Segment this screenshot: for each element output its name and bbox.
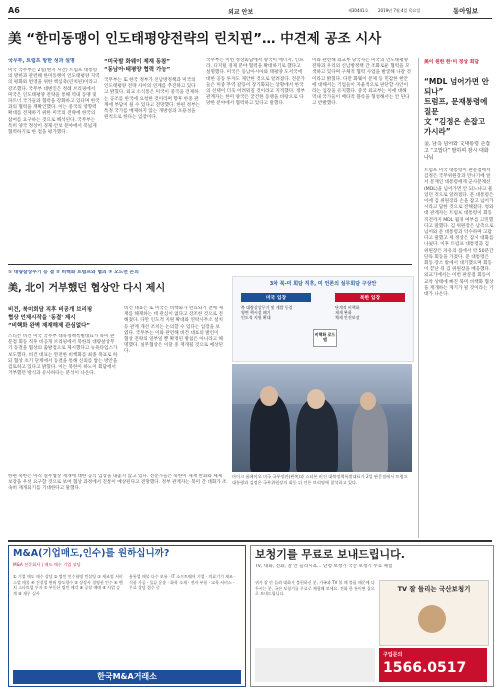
ad-left-title: M&A(기업매도,인수)를 원하십니까? (13, 548, 170, 559)
ad-left-subtitle: M&A 전문회사 | 매도·매수 기업 상담 (13, 562, 81, 567)
second-sub-2: 협상 언제시작을 '동결' 제시 (8, 315, 76, 321)
article-body-col3: 국무부는 이번 정상회담에서 양국이 에너지, 인프라, 디지털 경제 분야 협력을 확대하기로 했다고 설명했다. 미국은 동남아시아와 태평양 도서국에 대한 공동 투자도 제안한 것으로 알려졌다. 전문가들은 미중 무역 갈등이 장기화되는 상황에서 한국의 선택이 더욱 어려워질 것이라고 지적했다. 정부 관계자는 한미 양국은 굳건한 동맹을 바탕으로 다양한 분야에서 협력하고 있다고 말했다. (206, 58, 305, 107)
list-item: 제재 완화 (335, 310, 352, 315)
paper-name: 동아일보 (453, 7, 479, 15)
infographic-left-header: 미국 입장 (241, 293, 311, 302)
ad-right-product-box (379, 580, 489, 646)
photo-caption: 마이크 폼페이오 미국 국무장관(왼쪽)과 스티븐 비건 대북정책특별대표가 2일 판문점에서 트럼프 대통령과 김정은 국무위원장의 회동 뒤 언론 브리핑에 참석하고 있다. (232, 474, 408, 485)
second-headline: 美, 北이 거부했던 협상안 다시 제시 (8, 283, 166, 294)
infographic-right-list (335, 305, 405, 320)
infographic-title: 3차 북-미 회담 직후, 미 언론의 실무회담 구상안 (269, 281, 377, 287)
second-body-col3: 한편 북한은 아직 실무협상 재개에 대한 공식 입장을 내놓지 않고 있다. 전문가들은 북한이 제재 완화와 체제 보장을 우선 요구할 것으로 보여 협상 과정에서 진통이 예상된다고 전망했다. 정부 관계자는 북미 간 대화가 조속히 재개되기를 기대한다고 말했다. (8, 474, 227, 492)
news-photo (232, 364, 412, 472)
infographic (232, 276, 414, 362)
main-headline: 美 “한미동맹이 인도태평양전략의 린치핀”… 中견제 공조 시사 (8, 31, 382, 47)
ad-right-image (255, 648, 375, 682)
person-figure (352, 400, 388, 472)
list-item: 북 대량살상무기 및 개발 동결 (241, 305, 293, 310)
ad-right-phone: 1566.0517 (383, 660, 467, 676)
ad-right-phone-box (379, 648, 487, 682)
list-item: 체제 안전보장 (335, 315, 360, 320)
sidebar-quote-2: 트럼프, 문재통령에 질문 (424, 97, 488, 116)
issue-date: 2019년 7월 4일 목요일 (378, 8, 421, 13)
ad-left-company: 한국M&A거래소 (13, 670, 241, 684)
second-kicker: ① 대량살상무기 등 결 ② 비핵화 트럼프와 협의 ③ 오드면 논의 (8, 270, 139, 275)
byline: 국무부, 트럼프 방한 성과 설명 (8, 58, 75, 64)
page-header (8, 6, 492, 18)
subhead-2: “동남아·태평양 협력 가능” (104, 67, 171, 73)
person-figure (296, 398, 338, 472)
infographic-left-list (241, 305, 311, 320)
article-body-col1: 미국 국무부는 2일(현지 시간) 트럼프 대통령의 방한과 관련해 한미동맹이 인도태평양 지역의 평화와 번영을 위한 핵심축(린치핀)이라고 강조했다. 국무부 대변인은 정례 브리핑에서 미국은 인도태평양 전략을 통해 역내 동맹 및 파트너 국가들과 협력을 강화하고 있다며 한국과의 협력을 재확인했다. 이는 중국의 영향력 확대를 견제하기 위한 미국의 전략에 한국의 참여를 요구하는 것으로 해석된다. 국무부는 특히 양국 정상이 경제·안보 분야에서 폭넓게 협력하기로 한 점을 평가했다. (8, 68, 100, 136)
second-sub-1: 비건, 북미회담 직후 비공개 브리핑 (8, 307, 93, 313)
sidebar-quote-3: 文 “김정은 손잡고 가시라” (424, 117, 486, 136)
second-sub-3: “비핵화 완벽 제재해제 관심없다” (8, 323, 91, 329)
sidebar-quote-1: “MDL 넘어가면 안되나” (424, 77, 489, 96)
list-item: 영변 핵시설 폐기 (241, 310, 271, 315)
ad-right-phone-label: 구입문의 (383, 652, 403, 658)
page-number: A6 (8, 6, 20, 15)
list-item: 인도적 지원 확대 (241, 315, 271, 320)
infographic-center: 비핵화 로드맵 (313, 329, 337, 347)
ad-left-list-1: ① 기업 매도 매수 상담 ② 법인 인수합병 컨설팅 ③ 제조업 서비스업 매물 ④ 건설업 면허 양도양수 ⑤ 상장사 경영권 인수 ⑥ 벤처 스타트업 투자 ⑦ 부동산 법인 매각 ⑧ 공장 매매 ⑨ 사업 승계 ⑩ 재무 실사 (13, 574, 123, 596)
ad-right-subtitle: TV, 대화, 전화, 잘 안 들리시죠… 난청 보청기 국산 보청기 무료 체험 (255, 564, 393, 569)
list-item: 단계적 비핵화 (335, 305, 360, 310)
second-body-col1: 스티븐 비건 미국 국무부 대북정책특별대표가 북미 판문점 회동 직후 비공개 브리핑에서 북한의 대량살상무기 동결을 협상의 출발점으로 제시했다고 뉴욕타임스가 보도했다. 비건 대표는 완전한 비핵화를 최종 목표로 하되 협상 초기 단계에서 동결을 통해 신뢰를 쌓는 방안을 검토하고 있다고 밝혔다. 이는 북한이 하노이 회담에서 거부했던 방식과 유사하다는 분석이 나온다. (8, 334, 118, 377)
sidebar-deck: 金, 남측 넘어와 文대통령 손잡고 “고맙다” 말하며 잠시 대화 나눠 (424, 141, 491, 161)
ad-left-list-2: 유통업 매물 다수 보유 · IT 소프트웨어 기업 · 의료기기 제조 · 식품 가공 · 물류 운송 · 화학 소재 · 전자 부품 · 교육 서비스 · 무료 상담 접수 중 (129, 574, 236, 591)
article-body-col2: “미국발 화웨이 제재 동참” “동남아·태평양 협력 가능” 국무부는 또 한국 정부가 신남방정책과 미국의 인도태평양 전략 사이의 연계를 추진하고 있다고 밝혔다. 외교 소식통은 미국이 중국을 견제하는 공조를 한국에 요청한 것이라며 향후 한중 관계에 부담이 될 수 있다고 전망했다. 한편 정부는 특정 국가를 배제하지 않는 개방성과 포용성을 원칙으로 한다는 입장이다. (104, 59, 200, 121)
sidebar-title: 美이 원한 한·미 정상 회담 (424, 60, 480, 65)
infographic-right-header: 북한 입장 (335, 293, 405, 302)
subhead-1: “미국발 화웨이 제재 동참” (104, 59, 171, 65)
ad-right-body: 귀가 잘 안 들려 대화가 불편하신 분, 가족과 TV 볼 때 볼륨 때문에 다투시는 분, 국산 보청기를 무료로 체험해 보세요. 전화 한 통이면 집으로 보내드립니다. (255, 580, 375, 597)
article-body-col4: 이와 관련해 외교부 당국자는 미국의 인도태평양 전략과 우리의 신남방정책 간 조화로운 협력을 모색하고 있다며 구체적 협력 사업을 발굴해 나갈 것이라고 밝혔다. 다만 화웨이 문제 등 민감한 현안에 대해서는 기업들이 자율적으로 판단할 사안이라는 입장을 유지했다. 중국 외교부는 이에 대해 역내 국가들이 배타적 블록을 형성해서는 안 된다고 반발했다. (312, 58, 411, 107)
issue-number: 제30441호 (348, 8, 369, 13)
second-sub (8, 306, 118, 330)
ad-right-title: 보청기를 무료로 보내드립니다. (255, 548, 405, 561)
sidebar-story: 美이 원한 한·미 정상 회담 “MDL 넘어가면 안되나” 트럼프, 문재통령에 질문 文 “김정은 손잡고 가시라” 金, 남측 넘어와 文대통령 손잡고 “고맙다” 말하며 잠시 대화 나눠 트럼프 미국 대통령이 판문점에서 김정은 국무위원장과 만나기에 앞서 문재인 대통령에게 군사분계선(MDL)을 넘어가면 안 되느냐고 물었던 것으로 알려졌다. 문 대통령은 이에 김 위원장과 손을 잡고 넘어가시라고 답한 것으로 전해졌다. 청와대 관계자는 트럼프 대통령이 회동 직전까지 MDL 월경 여부를 고민했다고 말했다. 김 위원장은 남측으로 넘어와 문 대통령과 악수하며 고맙다고 말했고 세 정상은 잠시 대화를 나눴다. 이후 트럼프 대통령과 김 위원장은 자유의 집에서 약 50분간 단독 회동을 가졌다. 문 대통령은 회동 장소 밖에서 대기했으며 회동이 끝난 뒤 김 위원장을 배웅했다. 외교가에서는 이번 판문점 회동이 교착 상태에 빠진 북미 비핵화 협상을 재개하는 계기가 될 것이라는 기대가 나온다. (424, 60, 494, 298)
ad-right (250, 545, 494, 687)
hearing-aid-icon (418, 605, 446, 633)
ad-left (8, 545, 246, 687)
section-title: 외교 안보 (228, 9, 254, 16)
ad-right-product: TV 잘 들리는 국산보청기 (397, 585, 471, 593)
second-body-col2: 비건 대표는 또 미국은 비핵화가 완료되기 전에 제재를 해제하는 데 관심이 없다고 강조한 것으로 전해졌다. 다만 인도적 지원 확대와 연락사무소 설치 등 관계 개선 조치는 논의할 수 있다는 입장을 보였다. 국무부는 이와 관련해 비건 대표의 발언이 협상 전략의 일부일 뿐 확정된 방침은 아니라고 해명했다. 실무협상은 이달 중 재개될 것으로 예상된다. (124, 306, 223, 355)
